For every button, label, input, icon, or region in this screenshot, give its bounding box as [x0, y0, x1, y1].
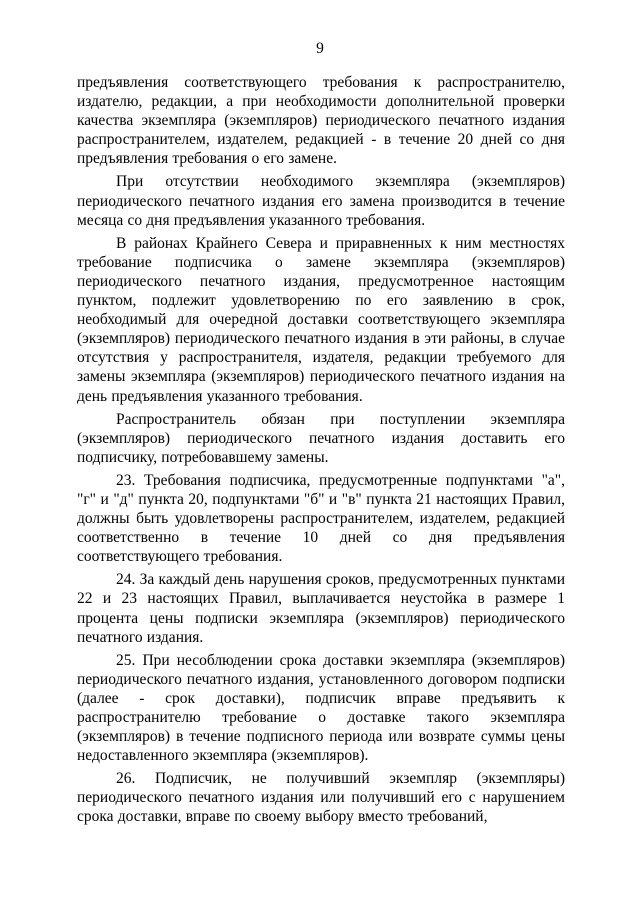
document-body [77, 73, 565, 827]
paragraph-continuation: предъявления соответствующего требования к распространителю, издателю, редакции, а при необходимости дополнительной проверки качества экземпляра (экземпляров) периодического печатного издания распространителем, издателем, редакцией - в течение 20 дней со дня предъявления требования о его замене. [77, 74, 565, 168]
paragraph-item-25: 25. При несоблюдении срока доставки экземпляра (экземпляров) периодического печатного издания, установленного договором подписки (далее - срок доставки), подписчик вправе предъявить к распространителю требование о доставке такого экземпляра (экземпляров) в течение подписного периода или возврате суммы цены недоставленного экземпляра (экземпляров). [77, 651, 565, 765]
paragraph-far-north: В районах Крайнего Севера и приравненных к ним местностях требование подписчика о замене экземпляра (экземпляров) периодического печатного издания, предусмотренное настоящим пунктом, подлежит удовлетворению по его заявлению в срок, необходимый для очередной доставки соответствующего экземпляра (экземпляров) периодического печатного издания в эти районы, в случае отсутствия у распространителя, издателя, редакции требуемого для замены экземпляра (экземпляров) периодического печатного издания на день предъявления указанного требования. [77, 234, 565, 405]
paragraph-replacement-absence: При отсутствии необходимого экземпляра (экземпляров) периодического печатного издания его замена производится в течение месяца со дня предъявления указанного требования. [77, 173, 565, 229]
paragraph-distributor-obligation: Распространитель обязан при поступлении экземпляра (экземпляров) периодического печатного издания доставить его подписчику, потребовавшему замены. [77, 410, 565, 466]
paragraph-item-23: 23. Требования подписчика, предусмотренные подпунктами "а", "г" и "д" пункта 20, подпунктами "б" и "в" пункта 21 настоящих Правил, должны быть удовлетворены распространителем, издателем, редакцией соответственно в течение 10 дней со дня предъявления соответствующего требования. [77, 471, 565, 566]
paragraph-item-24: 24. За каждый день нарушения сроков, предусмотренных пунктами 22 и 23 настоящих Правил, выплачивается неустойка в размере 1 процента цены подписки экземпляра (экземпляров) периодического печатного издания. [77, 571, 565, 646]
page-number: 9 [316, 40, 324, 57]
paragraph-item-26: 26. Подписчик, не получивший экземпляр (экземпляры) периодического печатного издания или получивший его с нарушением срока доставки, вправе по своему выбору вместо требований, [77, 770, 565, 826]
